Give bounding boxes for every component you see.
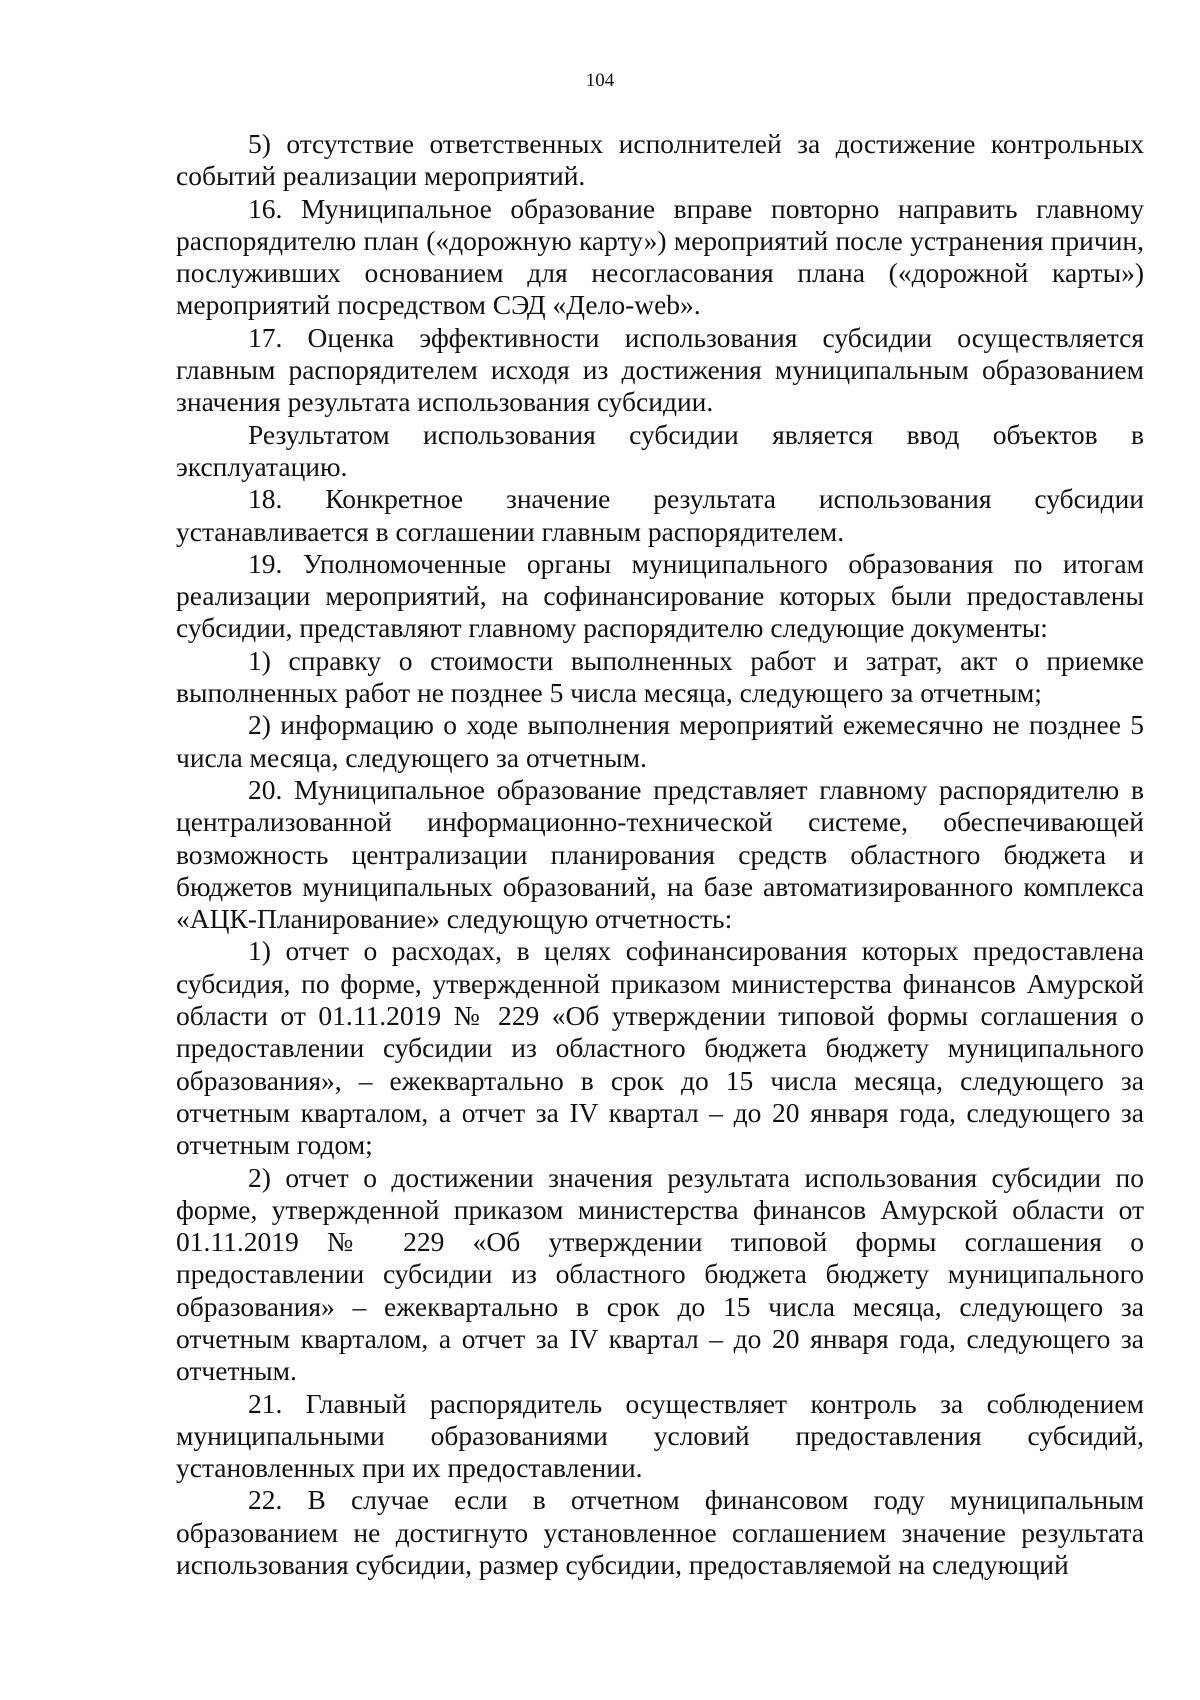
document-body bbox=[176, 128, 1144, 1581]
paragraph: 20. Муниципальное образование представляет главному распорядителю в централизованной информационно-технической системе, обеспечивающей возможность централизации планирования средств областного бюджета и бюджетов муниципальных образований, на базе автоматизированного комплекса «АЦК-Планирование» следующую отчетность: bbox=[176, 773, 1144, 935]
paragraph: 22. В случае если в отчетном финансовом году муниципальным образованием не достигнуто установленное соглашением значение результата использования субсидии, размер субсидии, предоставляемой на следующий bbox=[176, 1484, 1144, 1581]
paragraph: 1) справку о стоимости выполненных работ и затрат, акт о приемке выполненных работ не позднее 5 числа месяца, следующего за отчетным; bbox=[176, 644, 1144, 709]
paragraph: 21. Главный распорядитель осуществляет контроль за соблюдением муниципальными образованиями условий предоставления субсидий, установленных при их предоставлении. bbox=[176, 1387, 1144, 1484]
paragraph: 19. Уполномоченные органы муниципального образования по итогам реализации мероприятий, на софинансирование которых были предоставлены субсидии, представляют главному распорядителю следующие документы: bbox=[176, 547, 1144, 644]
page-number: 104 bbox=[585, 70, 615, 91]
paragraph: 2) отчет о достижении значения результата использования субсидии по форме, утвержденной приказом министерства финансов Амурской области от 01.11.2019 № 229 «Об утверждении типовой формы соглашения о предоставлении субсидии из областного бюджета бюджету муниципального образования» – ежеквартально в срок до 15 числа месяца, следующего за отчетным кварталом, а отчет за IV квартал – до 20 января года, следующего за отчетным. bbox=[176, 1161, 1144, 1387]
paragraph: 2) информацию о ходе выполнения мероприятий ежемесячно не позднее 5 числа месяца, следующего за отчетным. bbox=[176, 709, 1144, 773]
paragraph: 1) отчет о расходах, в целях софинансирования которых предоставлена субсидия, по форме, утвержденной приказом министерства финансов Амурской области от 01.11.2019 № 229 «Об утверждении типовой формы соглашения о предоставлении субсидии из областного бюджета бюджету муниципального образования», – ежеквартально в срок до 15 числа месяца, следующего за отчетным кварталом, а отчет за IV квартал – до 20 января года, следующего за отчетным годом; bbox=[176, 935, 1144, 1161]
paragraph: 18. Конкретное значение результата использования субсидии устанавливается в соглашении главным распорядителем. bbox=[176, 483, 1144, 547]
paragraph: 16. Муниципальное образование вправе повторно направить главному распорядителю план («дорожную карту») мероприятий после устранения причин, послуживших основанием для несогласования плана («дорожной карты») мероприятий посредством СЭД «Дело-web». bbox=[176, 192, 1144, 321]
paragraph: 17. Оценка эффективности использования субсидии осуществляется главным распорядителем исходя из достижения муниципальным образованием значения результата использования субсидии. bbox=[176, 321, 1144, 418]
paragraph: 5) отсутствие ответственных исполнителей за достижение контрольных событий реализации мероприятий. bbox=[176, 128, 1144, 192]
paragraph: Результатом использования субсидии является ввод объектов в эксплуатацию. bbox=[176, 418, 1144, 482]
